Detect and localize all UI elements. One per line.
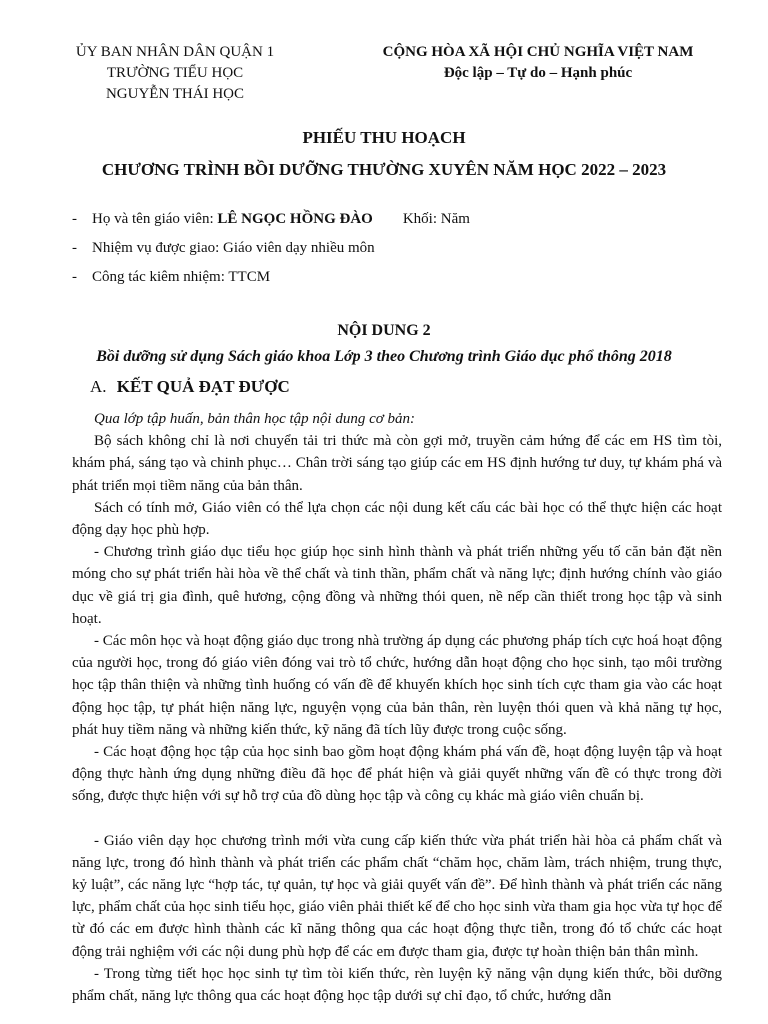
national-motto-block (368, 42, 708, 84)
paragraph: - Trong từng tiết học học sinh tự tìm tòi kiến thức, rèn luyện kỹ năng vận dụng kiến thức, bồi dưỡng phẩm chất, năng lực thông qua các hoạt động học tập dưới sự chỉ đạo, tổ chức, hướng dẫn (72, 965, 722, 1005)
paragraph: - Giáo viên dạy học chương trình mới vừa cung cấp kiến thức vừa phát triển hài hòa cả phẩm chất và năng lực, trong đó hình thành và phát triển các phẩm chất “chăm học, chăm làm, trách nhiệm, trung thực, kỷ luật”, các năng lực “hợp tác, tự quản, tự học và giải quyết vấn đề”. Để hình thành và phát triển các năng lực, phẩm chất của học sinh tiểu học, giáo viên phải thiết kế để cho học sinh vừa tham gia học vừa tự học để từ đó các em được hình thành các kĩ năng thông qua các hoạt động thực tiễn, trong đó tổ chức các hoạt động trải nghiệm với các nội dung phù hợp để các em được tham gia, được tự hoàn thiện bản thân mình. (72, 832, 722, 960)
bullet-dash: - (72, 211, 77, 227)
body-text (72, 408, 722, 1007)
paragraph: - Chương trình giáo dục tiểu học giúp học sinh hình thành và phát triển những yếu tố căn bản đặt nền móng cho sự phát triển hài hòa về thể chất và tinh thần, phẩm chất và năng lực; định hướng chính vào giáo dục về giá trị gia đình, quê hương, cộng đồng và những thói quen, nề nếp cần thiết trong học tập và sinh hoạt. (72, 544, 722, 627)
paragraph-spacer (72, 808, 722, 830)
section-a-heading (90, 377, 290, 397)
national-title: CỘNG HÒA XÃ HỘI CHỦ NGHĨA VIỆT NAM (382, 44, 694, 60)
concurrent-text: Công tác kiêm nhiệm: TTCM (92, 269, 271, 285)
grade-label: Khối: (402, 211, 441, 227)
grade-value: Năm (440, 211, 470, 227)
paragraph: Bộ sách không chỉ là nơi chuyển tải tri thức mà còn gợi mở, truyền cảm hứng để các em HS tìm tòi, khám phá, sáng tạo và chinh phục… Chân trời sáng tạo giúp các em HS định hướng tư duy, tự khám phá và phát triển mọi tiềm năng của bản thân. (72, 433, 722, 494)
document-subtitle: CHƯƠNG TRÌNH BỒI DƯỠNG THƯỜNG XUYÊN NĂM HỌC 2022 – 2023 (101, 160, 667, 179)
task-info-line (72, 240, 375, 257)
bullet-dash: - (72, 240, 77, 256)
issuer-line-3: NGUYỄN THÁI HỌC (105, 86, 245, 102)
bullet-dash: - (72, 269, 77, 285)
teacher-name: LÊ NGỌC HỒNG ĐÀO (217, 211, 373, 227)
issuer-line-2: TRƯỜNG TIỂU HỌC (106, 65, 244, 81)
concurrent-info-line (72, 269, 270, 286)
paragraph: Qua lớp tập huấn, bản thân học tập nội dung cơ bản: (94, 411, 415, 427)
paragraph: - Các hoạt động học tập của học sinh bao gồm hoạt động khám phá vấn đề, hoạt động luyện tập và hoạt động thực hành ứng dụng những điều đã học để phát hiện và giải quyết những vấn đề có thực trong đời sống, được thực hiện với sự hỗ trợ của đồ dùng học tập và công cụ khác mà giáo viên chuẩn bị. (72, 744, 722, 805)
teacher-info-line (72, 211, 470, 228)
section-a-title: KẾT QUẢ ĐẠT ĐƯỢC (116, 377, 290, 396)
issuer-line-1: ỦY BAN NHÂN DÂN QUẬN 1 (75, 44, 275, 60)
national-motto: Độc lập – Tự do – Hạnh phúc (443, 65, 633, 81)
content-heading: NỘI DUNG 2 (337, 322, 431, 339)
teacher-label: Họ và tên giáo viên: (92, 211, 218, 227)
content-subheading: Bồi dưỡng sử dụng Sách giáo khoa Lớp 3 theo Chương trình Giáo dục phổ thông 2018 (96, 348, 672, 365)
document-title: PHIẾU THU HOẠCH (302, 128, 466, 147)
issuer-block (50, 42, 300, 105)
task-text: Nhiệm vụ được giao: Giáo viên dạy nhiều môn (92, 240, 375, 256)
section-a-letter: A. (90, 377, 107, 396)
paragraph: - Các môn học và hoạt động giáo dục trong nhà trường áp dụng các phương pháp tích cực hoá hoạt động của người học, trong đó giáo viên đóng vai trò tổ chức, hướng dẫn hoạt động cho học sinh, tạo môi trường học tập thân thiện và những tình huống có vấn đề để khuyến khích học sinh tích cực tham gia vào các hoạt động học tập, tự phát hiện năng lực, nguyện vọng của bản thân, rèn luyện thói quen và khả năng tự học, phát huy tiềm năng và những kiến thức, kỹ năng đã tích lũy được trong cuộc sống. (72, 633, 722, 738)
paragraph: Sách có tính mở, Giáo viên có thể lựa chọn các nội dung kết cấu các bài học có thể thực hiện các hoạt động dạy học phù hợp. (72, 499, 722, 539)
